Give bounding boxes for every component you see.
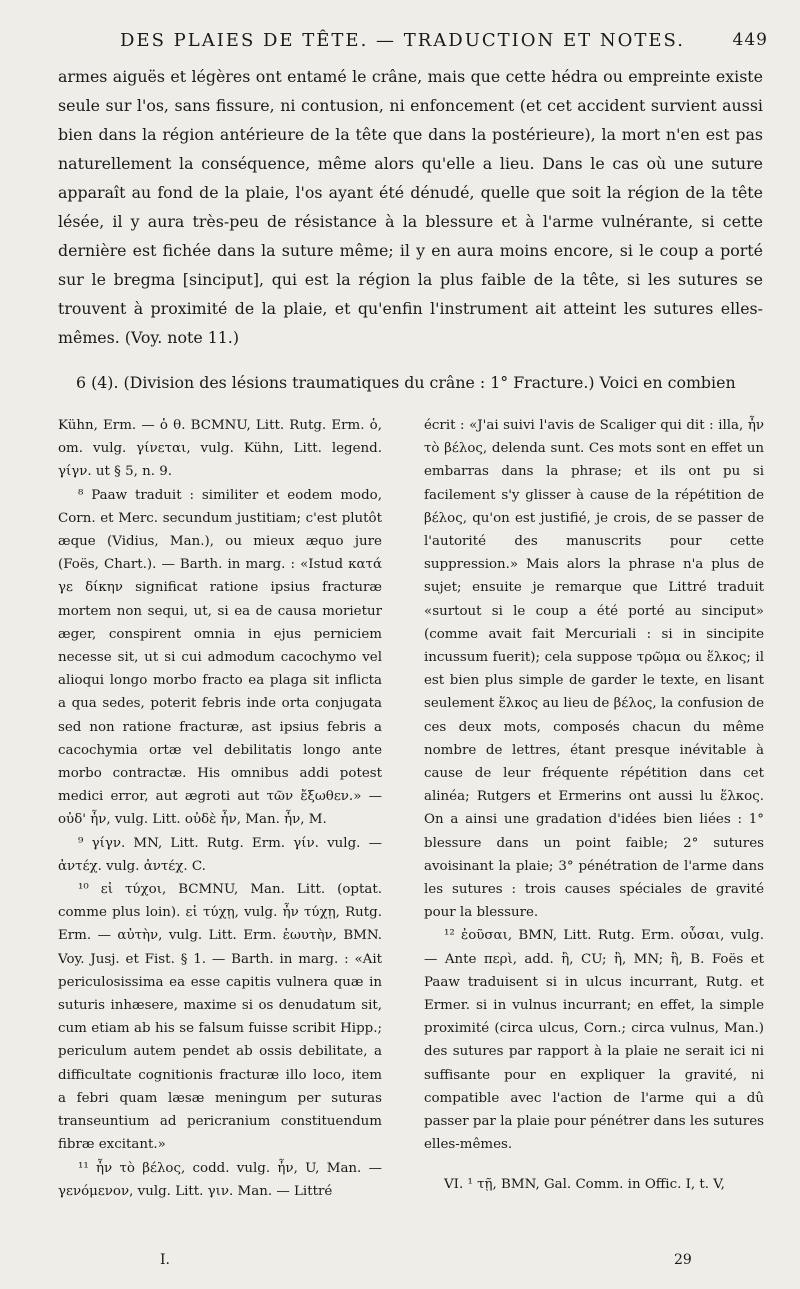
page-number: 449 — [732, 30, 768, 50]
sheet-number: 29 — [674, 1252, 692, 1268]
footnote: ¹⁰ εἰ τύχοι, BCMNU, Man. Litt. (optat. comme plus loin). εἰ τύχῃ, vulg. ἦν τύχῃ, Rutg. Erm. — αὐτὴν, vulg. Litt. Erm. ἑωυτὴν, BMN. Voy. Jusj. et Fist. § 1. — Barth. in marg. : «Ait periculosissima ea esse capitis vulnera quæ in suturis inhæsere, maxime si os denudatum sit, cum etiam ab his se falsum fuisse scribit Hipp.; periculum autem pendet ab ossis debilitate, a difficultate cognitionis fracturæ illo loco, item a febri quam læsæ meningum per suturas transeuntium ad pericranium constituendum fibræ excitant.» — [58, 882, 382, 1153]
footnote: Kühn, Erm. — ὁ θ. BCMNU, Litt. Rutg. Erm. ὁ, om. vulg. γίνεται, vulg. Kühn, Litt. legend. γίγν. ut § 5, n. 9. — [58, 418, 382, 480]
footnote: ¹² ἐοῦσαι, BMN, Litt. Rutg. Erm. οὖσαι, vulg. — Ante περὶ, add. ἢ, CU; ἢ, MN; ἢ, B. Foës et Paaw traduisent si in ulcus incurrant, Rutg. et Ermer. si in vulnus incurrant; en effet, la simple proximité (circa ulcus, Corn.; circa vulnus, Man.) des sutures par rapport à la plaie ne serait ici ni suffisante pour en expliquer la gravité, ni compatible avec l'action de l'arme qui a dû passer par la plaie pour pénétrer dans les sutures elles-mêmes. — [424, 928, 764, 1153]
section-heading-block — [58, 368, 763, 397]
running-title: DES PLAIES DE TÊTE. — TRADUCTION ET NOTES. — [120, 30, 685, 51]
footnote: ⁸ Paaw traduit : similiter et eodem modo, Corn. et Merc. secundum justitiam; c'est plutôt æque (Vidius, Man.), ou mieux æquo jure (Foës, Chart.). — Barth. in marg. : «Istud κατά γε δίκην significat ratione ipsius fracturæ mortem non sequi, ut, si ea de causa morietur æger, conspirent omnia in ejus perniciem necesse sit, ut si cui admodum cacochymo vel alioqui longo morbo fracto ea plaga sit inflicta a qua sedes, poterit febris inde orta conjugata sed non ratione fracturæ, ast ipsius febris a cacochymia ortæ vel debilitatis longo ante morbo contractæ. His omnibus addi potest medici error, aut ægroti aut τῶν ἔξωθεν.» — οὐδ' ἦν, vulg. Litt. οὐδὲ ἦν, Man. ἦν, M. — [58, 487, 382, 828]
footnotes-left-column — [58, 414, 382, 1203]
section-heading: 6 (4). (Division des lésions traumatiques du crâne : 1° Fracture.) Voici en combien — [76, 373, 736, 392]
signature-mark: I. — [160, 1252, 170, 1268]
footnote: ¹¹ ἦν τὸ βέλος, codd. vulg. ἦν, U, Man. — γενόμενον, vulg. Litt. γιν. Man. — Littré — [58, 1160, 382, 1199]
footnote: écrit : «J'ai suivi l'avis de Scaliger qui dit : illa, ἦν τὸ βέλος, delenda sunt. Ces mots sont en effet un embarras dans la phrase; et ils ont pu si facilement s'y glisser à cause de la répétition de βέλος, qu'on est justifié, je crois, de se passer de l'autorité des manuscrits pour cette suppression.» Mais alors la phrase n'a plus de sujet; ensuite je remarque que Littré traduit «surtout si le coup a été porté au sinciput» (comme avait fait Mercuriali : si in sincipite incussum fuerit); cela suppose τρῶμα ou ἕλκος; il est bien plus simple de garder le texte, en lisant seulement ἕλκος au lieu de βέλος, la confusion de ces deux mots, composés chacun du même nombre de lettres, étant presque inévitable à cause de leur fréquente répétition dans cet alinéa; Rutgers et Ermerins ont aussi lu ἕλκος. On a ainsi une gradation d'idées bien liées : 1° blessure dans un point faible; 2° sutures avoisinant la plaie; 3° pénétration de l'arme dans les sutures : trois causes spéciales de gravité pour la blessure. — [424, 418, 764, 921]
footnotes-right-column — [424, 414, 764, 1196]
running-header — [120, 22, 768, 62]
footnote: ⁹ γίγν. MN, Litt. Rutg. Erm. γίν. vulg. — ἀντέχ. vulg. ἀντέχ. C. — [58, 835, 382, 874]
footnote: VI. ¹ τῇ, BMN, Gal. Comm. in Offic. I, t. V, — [444, 1176, 725, 1192]
main-paragraph: armes aiguës et légères ont entamé le crâne, mais que cette hédra ou empreinte existe seule sur l'os, sans fissure, ni contusion, ni enfoncement (et cet accident survient aussi bien dans la région antérieure de la tête que dans la postérieure), la mort n'en est pas naturellement la conséquence, même alors qu'elle a lieu. Dans le cas où une suture apparaît au fond de la plaie, l'os ayant été dénudé, quelle que soit la région de la tête lésée, il y aura très-peu de résistance à la blessure et à l'arme vulnérante, si cette dernière est fichée dans la suture même; il y en aura moins encore, si le coup a porté sur le bregma [sinciput], qui est la région la plus faible de la tête, si les sutures se trouvent à proximité de la plaie, et qu'enfin l'instrument ait atteint les sutures elles-mêmes. (Voy. note 11.) — [58, 67, 763, 347]
main-text — [58, 62, 763, 352]
